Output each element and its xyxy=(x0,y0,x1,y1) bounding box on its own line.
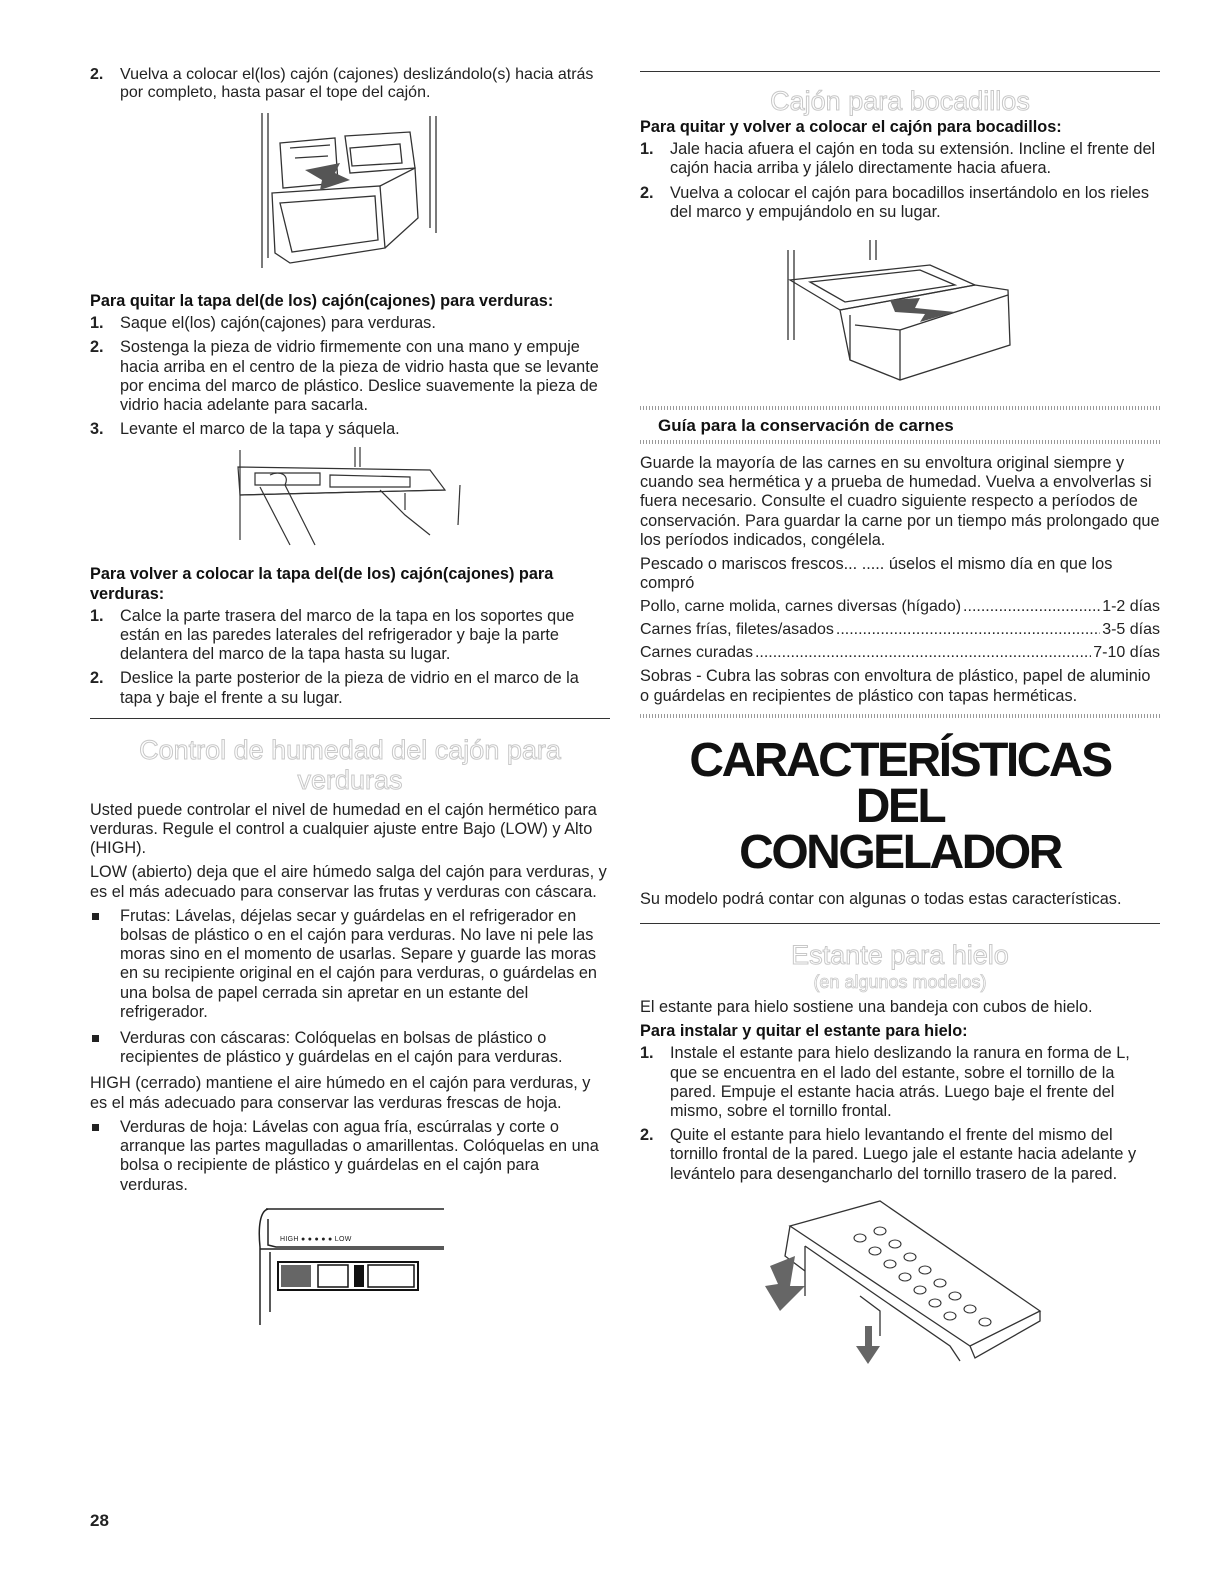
leader-dots xyxy=(755,644,1091,662)
humidity-section-title xyxy=(90,735,610,795)
leader-dots xyxy=(836,621,1100,639)
step-number: 1. xyxy=(640,1044,654,1063)
meat-item: Carnes curadas xyxy=(640,644,753,662)
ice-rack-steps xyxy=(640,1044,1160,1183)
big-title-line: CONGELADOR xyxy=(739,825,1061,879)
snack-drawer-heading: Para quitar y volver a colocar el cajón para bocadillos: xyxy=(640,118,1062,136)
meat-days: 7-10 días xyxy=(1093,644,1160,662)
ice-rack-subtitle: (en algunos modelos) xyxy=(813,972,987,993)
freezer-features-title xyxy=(640,733,1160,879)
step-text: Jale hacia afuera el cajón en toda su extensión. Incline el frente del cajón hacia arriba y jálelo directamente hacia afuera. xyxy=(670,140,1156,178)
remove-cover-steps xyxy=(90,314,610,439)
step-number: 1. xyxy=(90,606,104,625)
replace-cover-steps xyxy=(90,607,610,708)
list-item xyxy=(640,184,1160,222)
fish-line: Pescado o mariscos frescos... ..... úselos el mismo día en que los compró xyxy=(640,555,1113,593)
list-item xyxy=(640,140,1160,178)
low-bullets xyxy=(90,907,610,1068)
ice-rack-title: Estante para hielo xyxy=(791,940,1009,971)
snack-drawer-steps xyxy=(640,140,1160,222)
remove-cover-heading: Para quitar la tapa del(de los) cajón(cajones) para verduras: xyxy=(90,292,554,310)
step-number: 2. xyxy=(640,1126,654,1145)
meat-guide-intro: Guarde la mayoría de las carnes en su envoltura original siempre y cuando sea hermética y a prueba de humedad. Vuelva a envolverlas si fuera necesario. Consulte el cuadro siguiente respecto a períodos de conservación. Para guardar la carne por un tiempo más prolongado que los períodos indicados, congélela. xyxy=(640,454,1160,549)
section-divider xyxy=(640,923,1160,924)
ice-rack-illustration xyxy=(750,1196,1160,1366)
step-number: 2. xyxy=(90,338,104,357)
crisper-drawer-illustration xyxy=(250,108,610,278)
list-item xyxy=(90,669,610,707)
replace-cover-heading: Para volver a colocar la tapa del(de los) cajón(cajones) para verduras: xyxy=(90,565,554,603)
meat-row xyxy=(640,598,1160,616)
meat-item: Pollo, carne molida, carnes diversas (hígado) xyxy=(640,598,962,616)
page-number: 28 xyxy=(90,1511,109,1530)
step-text: Deslice la parte posterior de la pieza de vidrio en el marco de la tapa y baje el frente a su lugar. xyxy=(120,669,579,707)
step-number: 1. xyxy=(90,314,104,333)
bullet-icon xyxy=(92,913,99,920)
meat-days: 1-2 días xyxy=(1102,598,1160,616)
bullet-icon xyxy=(92,1035,99,1042)
meat-row xyxy=(640,621,1160,639)
list-item xyxy=(90,338,610,415)
meat-item: Carnes frías, filetes/asados xyxy=(640,621,834,639)
snack-drawer-illustration xyxy=(780,240,1160,390)
humidity-control-illustration xyxy=(256,1207,610,1327)
left-column xyxy=(90,0,610,1327)
step-text: Quite el estante para hielo levantando el frente del mismo del tornillo frontal de la pared. Luego jale el estante hacia adelante y levántelo para desengancharlo del tornillo trasero de la pared. xyxy=(670,1126,1137,1183)
snack-drawer-title: Cajón para bocadillos xyxy=(770,86,1030,116)
humidity-high-text: HIGH (cerrado) mantiene el aire húmedo en el cajón para verduras, y es el más adecuado para conservar las verduras frescas de hoja. xyxy=(90,1074,591,1112)
leftovers-text: Sobras - Cubra las sobras con envoltura de plástico, papel de aluminio o guárdelas en recipientes de plástico con tapas herméticas. xyxy=(640,667,1151,705)
meat-days: 3-5 días xyxy=(1102,621,1160,639)
list-item xyxy=(90,314,610,333)
list-item xyxy=(90,1029,610,1067)
section-title-line: Control de humedad del cajón para xyxy=(139,734,561,765)
ice-rack-heading: Para instalar y quitar el estante para hielo: xyxy=(640,1022,968,1041)
step-text: Levante el marco de la tapa y sáquela. xyxy=(120,420,400,439)
bullet-text: Frutas: Lávelas, déjelas secar y guárdelas en el refrigerador en bolsas de plástico o en el cajón para verduras. No lave ni pele las moras sino en el momento de usarlas. Separe y guarde las moras en su recipiente original en el cajón para verduras, o guárdelas en una bolsa de papel cerrada sin apretar en un estante del refrigerador. xyxy=(120,906,597,1021)
hatched-divider xyxy=(640,440,1160,444)
bullet-text: Verduras con cáscaras: Colóquelas en bolsas de plástico o recipientes de plástico y guárdelas en el cajón para verduras. xyxy=(120,1029,563,1067)
high-bullets xyxy=(90,1118,610,1195)
ice-rack-text: El estante para hielo sostiene una bandeja con cubos de hielo. xyxy=(640,998,1093,1017)
hatched-divider xyxy=(640,406,1160,410)
right-column xyxy=(640,0,1160,1366)
reinstall-crisper-step xyxy=(90,66,610,102)
step-number: 2. xyxy=(640,183,654,202)
list-item xyxy=(90,1118,610,1195)
list-item xyxy=(90,607,610,665)
humidity-control-label: HIGH ● ● ● ● ● LOW xyxy=(280,1235,352,1243)
bullet-text: Verduras de hoja: Lávelas con agua fría, escúrralas y corte o arranque las partes magulladas o amarillentas. Colóquelas en una bolsa o recipiente de plástico y guárdelas en el cajón para verduras. xyxy=(120,1117,599,1194)
section-title-line: verduras xyxy=(297,764,403,795)
step-number: 3. xyxy=(90,420,104,439)
list-item xyxy=(90,907,610,1022)
step-number: 2. xyxy=(90,66,104,83)
step-text: Saque el(los) cajón(cajones) para verduras. xyxy=(120,314,436,333)
step-text: Calce la parte trasera del marco de la tapa en los soportes que están en las paredes laterales del refrigerador y baje la parte delantera del marco de la tapa hasta su lugar. xyxy=(120,606,575,664)
list-item xyxy=(640,1126,1160,1184)
step-text: Vuelva a colocar el cajón para bocadillos insertándolo en los rieles del marco y empujándolo en su lugar. xyxy=(670,183,1150,221)
list-item xyxy=(90,420,610,439)
freezer-intro: Su modelo podrá contar con algunas o todas estas características. xyxy=(640,889,1122,908)
list-item xyxy=(640,1044,1160,1121)
section-divider xyxy=(640,71,1160,72)
step-text: Sostenga la pieza de vidrio firmemente con una mano y empuje hacia arriba en el centro de la pieza de vidrio hasta que se levante por encima del marco de plástico. Deslice suavemente la pieza de vidrio hacia adelante para sacarla. xyxy=(120,338,599,415)
step-text: Vuelva a colocar el(los) cajón (cajones) deslizándolo(s) hacia atrás por completo, hasta pasar el tope del cajón. xyxy=(120,66,594,101)
hatched-divider xyxy=(640,714,1160,718)
step-text: Instale el estante para hielo deslizando la ranura en forma de L, que se encuentra en el lado del estante, sobre el tornillo de la pared. Empuje el estante hacia atrás. Luego baje el frente del mismo, sobre el tornillo frontal. xyxy=(670,1044,1130,1121)
bullet-icon xyxy=(92,1124,99,1131)
section-divider xyxy=(90,718,610,719)
meat-row xyxy=(640,644,1160,662)
step-number: 1. xyxy=(640,140,654,159)
humidity-low-text: LOW (abierto) deja que el aire húmedo salga del cajón para verduras, y es el más adecuado para conservar las frutas y verduras con cáscara. xyxy=(90,863,607,901)
leader-dots xyxy=(963,598,1100,616)
humidity-intro: Usted puede controlar el nivel de humedad en el cajón hermético para verduras. Regule el control a cualquier ajuste entre Bajo (LOW) y Alto (HIGH). xyxy=(90,800,597,858)
step-number: 2. xyxy=(90,669,104,688)
meat-guide-heading: Guía para la conservación de carnes xyxy=(658,416,954,436)
big-title-line: CARACTERÍSTICAS DEL xyxy=(689,733,1111,833)
cover-removal-illustration xyxy=(230,445,610,555)
